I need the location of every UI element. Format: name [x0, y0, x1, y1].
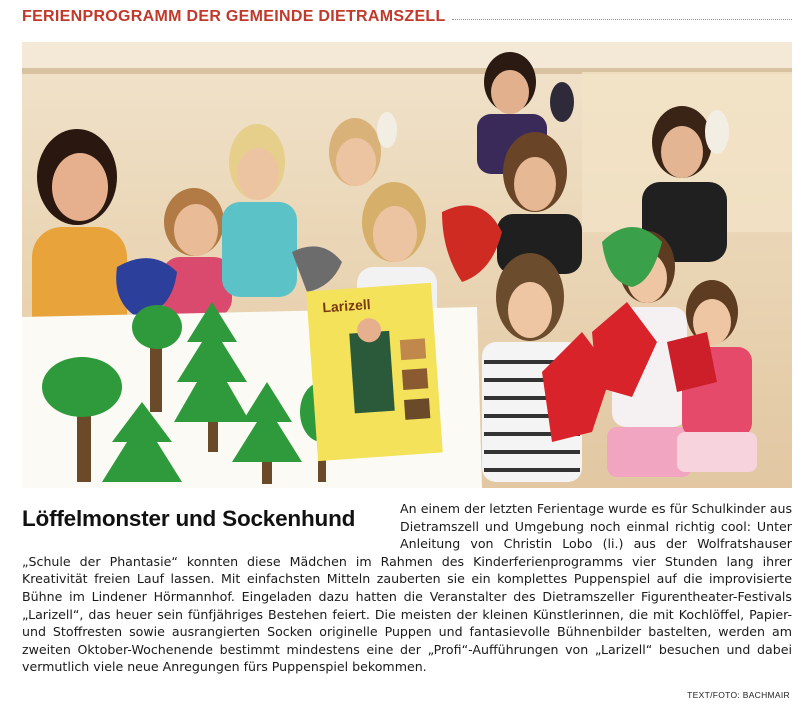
girl-figure-2	[222, 124, 297, 297]
news-photo	[22, 42, 792, 488]
girl-figure-6	[497, 132, 582, 274]
dotted-rule	[452, 19, 792, 20]
teacher-figure	[32, 129, 127, 347]
photo-credit: TEXT/FOTO: BACHMAIR	[687, 690, 790, 700]
photo-illustration	[22, 42, 792, 488]
festival-poster	[306, 283, 443, 461]
kicker-row	[22, 6, 792, 28]
ceiling	[22, 42, 792, 70]
girl-figure-1	[162, 188, 232, 317]
section-kicker: FERIENPROGRAMM DER GEMEINDE DIETRAMSZELL	[22, 8, 446, 25]
article-body: An einem der letzten Ferientage wurde es für Schulkinder aus Dietramszell und Umgebung noch einmal richtig cool: Unter Anleitung von Christin Lobo (li.) aus der Wolfratshauser „Schule der Phantasie“ konnten diese Mädchen im Rahmen des Kinderferienprogramms vier Stunden lang ihrer Kreativität freien Lauf lassen. Mit einfachsten Mitteln zauberten sie ein komplettes Puppenspiel auf die improvisierte Bühne im Lindener Hörmannhof. Eingeladen dazu hatten die Veranstalter des Dietramszeller Figurentheater-Festivals „Larizell“, das heuer sein fünfjähriges Bestehen feiert. Die meisten der kleinen Künstlerinnen, die mit Kochlöffel, Papier- und Stoffresten sowie ausrangierten Socken originelle Puppen und fantasievolle Bühnenbilder bastelten, werden am zweiten Oktober-Wochenende bestimmt mindestens eine der „Profi“-Aufführungen von „Larizell“ besuchen und dabei vermutlich viele neue Anregungen fürs Puppenspiel bekommen.	[22, 501, 792, 675]
poster-title: Larizell	[321, 296, 372, 316]
headline: Löffelmonster und Sockenhund	[22, 506, 356, 531]
girl-figure-3	[329, 118, 381, 186]
headline-area	[22, 500, 400, 540]
article	[22, 500, 792, 676]
